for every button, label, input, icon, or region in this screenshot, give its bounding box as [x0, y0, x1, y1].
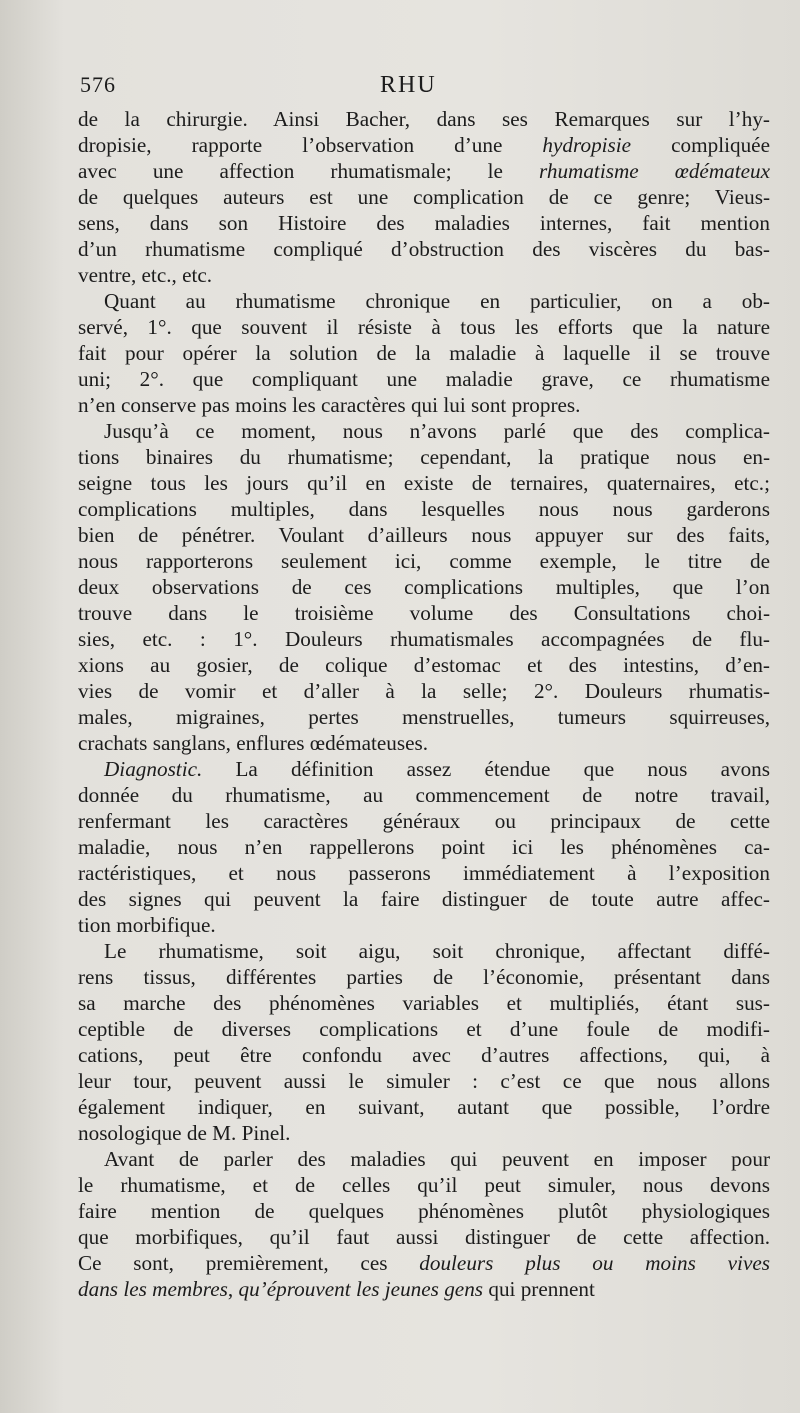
text-segment: nous rapporterons seulement ici, comme exemple, le titre de [78, 549, 770, 573]
text-line [78, 1224, 770, 1250]
text-segment: nosologique de M. Pinel. [78, 1121, 291, 1145]
paragraph [78, 1146, 770, 1302]
text-line [78, 834, 770, 860]
text-segment: ventre, etc., etc. [78, 263, 213, 287]
text-segment: Ce sont, premièrement, ces [78, 1251, 420, 1275]
text-segment: Jusqu’à ce moment, nous n’avons parlé que des complica- [104, 419, 770, 443]
page-number: 576 [80, 72, 116, 97]
text-segment: également indiquer, en suivant, autant que possible, l’ordre [78, 1095, 770, 1119]
text-segment: Quant au rhumatisme chronique en particulier, on a ob- [104, 289, 770, 313]
text-line [78, 1250, 770, 1276]
running-head-title: RHU [380, 72, 437, 98]
text-segment: que morbifiques, qu’il faut aussi distinguer de cette affection. [78, 1225, 770, 1249]
text-segment: leur tour, peuvent aussi le simuler : c’est ce que nous allons [78, 1069, 770, 1093]
italic-text: hydropisie [542, 133, 632, 157]
text-line [78, 392, 770, 418]
italic-text: dans les membres [78, 1277, 228, 1301]
text-segment: bien de pénétrer. Voulant d’ailleurs nous appuyer sur des faits, [78, 523, 770, 547]
text-segment: , [227, 1277, 239, 1301]
text-line [78, 314, 770, 340]
text-segment: tions binaires du rhumatisme; cependant, la pratique nous en- [78, 445, 770, 469]
text-line [78, 418, 770, 444]
text-segment: deux observations de ces complications multiples, que l’on [78, 575, 770, 599]
text-line [78, 1016, 770, 1042]
text-segment: dropisie, rapporte l’observation d’une [78, 133, 543, 157]
paragraph [78, 288, 770, 418]
text-segment: qui prennent [483, 1277, 595, 1301]
text-line [78, 886, 770, 912]
text-segment: sens, dans son Histoire des maladies internes, fait mention [78, 211, 770, 235]
text-line [78, 990, 770, 1016]
text-segment: sa marche des phénomènes variables et multipliés, étant sus- [78, 991, 770, 1015]
text-segment: males, migraines, pertes menstruelles, tumeurs squirreuses, [78, 705, 770, 729]
text-segment: Avant de parler des maladies qui peuvent en imposer pour [104, 1147, 770, 1171]
text-line [78, 808, 770, 834]
text-segment: xions au gosier, de colique d’estomac et des intestins, d’en- [78, 653, 770, 677]
text-line [78, 912, 770, 938]
paragraph [78, 418, 770, 756]
text-segment: avec une affection rhumatismale; le [78, 159, 539, 183]
text-segment: renfermant les caractères généraux ou principaux de cette [78, 809, 770, 833]
paragraph [78, 106, 770, 288]
text-segment: fait pour opérer la solution de la maladie à laquelle il se trouve [78, 341, 770, 365]
text-line [78, 444, 770, 470]
text-segment: donnée du rhumatisme, au commencement de notre travail, [78, 783, 770, 807]
italic-text: qu’éprouvent les jeunes gens [238, 1277, 484, 1301]
text-segment: La définition assez étendue que nous avons [202, 757, 770, 781]
text-segment: de la chirurgie. Ainsi Bacher, dans ses Remarques sur l’hy- [78, 107, 770, 131]
text-line [78, 340, 770, 366]
text-line [78, 522, 770, 548]
text-line [78, 1042, 770, 1068]
text-segment: servé, 1°. que souvent il résiste à tous les efforts que la nature [78, 315, 770, 339]
text-line [78, 678, 770, 704]
text-line [78, 184, 770, 210]
text-segment: trouve dans le troisième volume des Consultations choi- [78, 601, 770, 625]
text-segment: tion morbifique. [78, 913, 216, 937]
text-line [78, 1120, 770, 1146]
running-head [78, 68, 770, 106]
italic-text: rhumatisme œdémateux [538, 159, 771, 183]
text-line [78, 1094, 770, 1120]
text-line [78, 574, 770, 600]
text-line [78, 288, 770, 314]
text-line [78, 262, 770, 288]
text-line [78, 938, 770, 964]
text-line [78, 366, 770, 392]
text-line [78, 964, 770, 990]
text-line [78, 782, 770, 808]
text-line [78, 626, 770, 652]
text-segment: des signes qui peuvent la faire distinguer de toute autre affec- [78, 887, 770, 911]
text-line [78, 470, 770, 496]
text-segment: sies, etc. : 1°. Douleurs rhumatismales accompagnées de flu- [78, 627, 770, 651]
text-line [78, 158, 770, 184]
text-line [78, 600, 770, 626]
text-segment: le rhumatisme, et de celles qu’il peut simuler, nous devons [78, 1173, 770, 1197]
text-line [78, 704, 770, 730]
text-line [78, 1276, 770, 1302]
text-segment: crachats sanglans, enflures œdémateuses. [78, 731, 429, 755]
text-segment: complications multiples, dans lesquelles nous nous garderons [78, 497, 770, 521]
text-line [78, 1198, 770, 1224]
body-text [78, 106, 770, 1302]
text-line [78, 548, 770, 574]
paragraph [78, 756, 770, 938]
text-line [78, 496, 770, 522]
text-segment: compliquée [631, 133, 770, 157]
text-segment: seigne tous les jours qu’il en existe de ternaires, quaternaires, etc.; [78, 471, 770, 495]
text-segment: cations, peut être confondu avec d’autres affections, qui, à [78, 1043, 770, 1067]
text-segment: rens tissus, différentes parties de l’économie, présentant dans [78, 965, 770, 989]
italic-text: Diagnostic. [104, 757, 203, 781]
text-line [78, 1146, 770, 1172]
text-segment: de quelques auteurs est une complication de ce genre; Vieus- [78, 185, 770, 209]
text-segment: uni; 2°. que compliquant une maladie grave, ce rhumatisme [78, 367, 770, 391]
text-line [78, 860, 770, 886]
text-segment: d’un rhumatisme compliqué d’obstruction des viscères du bas- [78, 237, 770, 261]
text-segment: n’en conserve pas moins les caractères qui lui sont propres. [78, 393, 581, 417]
text-line [78, 132, 770, 158]
text-segment: ceptible de diverses complications et d’une foule de modifi- [78, 1017, 770, 1041]
text-segment: ractéristiques, et nous passerons immédiatement à l’exposition [78, 861, 770, 885]
text-line [78, 106, 770, 132]
text-line [78, 652, 770, 678]
text-segment: vies de vomir et d’aller à la selle; 2°. Douleurs rhumatis- [78, 679, 770, 703]
italic-text: douleurs plus ou moins vives [419, 1251, 770, 1275]
paragraph [78, 938, 770, 1146]
text-segment: Le rhumatisme, soit aigu, soit chronique, affectant diffé- [104, 939, 770, 963]
text-line [78, 1068, 770, 1094]
text-segment: maladie, nous n’en rappellerons point ici les phénomènes ca- [78, 835, 770, 859]
text-line [78, 236, 770, 262]
text-segment: faire mention de quelques phénomènes plutôt physiologiques [78, 1199, 770, 1223]
text-line [78, 1172, 770, 1198]
text-line [78, 756, 770, 782]
text-line [78, 210, 770, 236]
text-line [78, 730, 770, 756]
